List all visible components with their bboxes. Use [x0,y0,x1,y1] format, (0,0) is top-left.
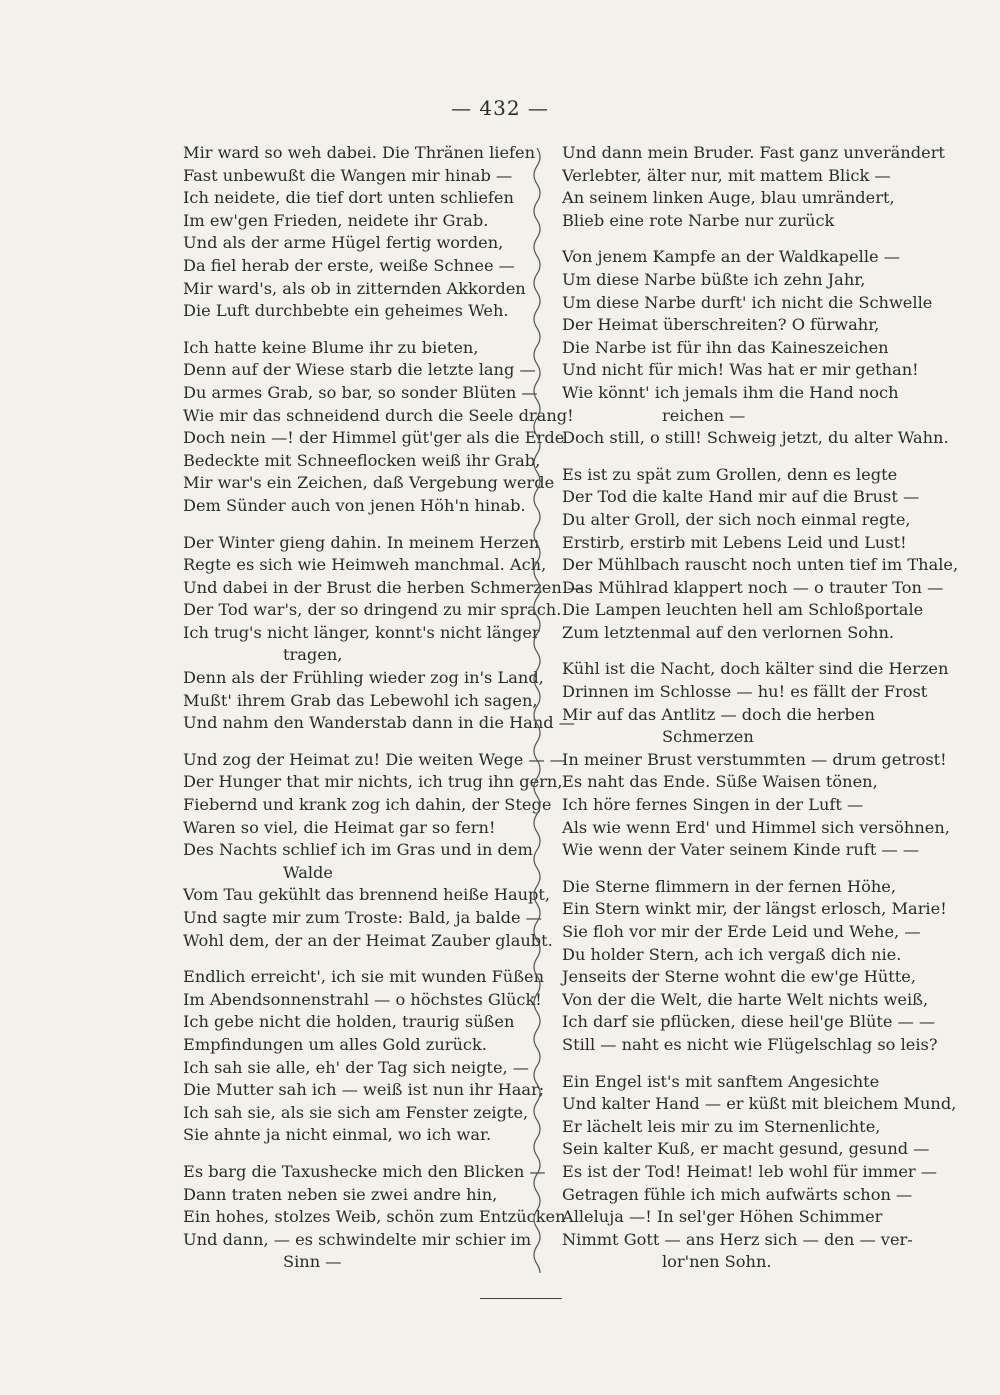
verse-line: lor'nen Sohn. [662,1252,772,1272]
column-divider [527,148,547,1273]
verse-line: Und nicht für mich! Was hat er mir gethan! [562,360,919,380]
page-number: — 432 — [451,96,549,120]
verse-line: Doch nein —! der Himmel güt'ger als die Erde [183,428,565,448]
verse-line: Er lächelt leis mir zu im Sternenlichte, [562,1116,881,1136]
verse-line: Walde [283,862,333,882]
verse-line: Des Nachts schlief ich im Gras und in dem [183,840,533,860]
stanza [183,142,536,323]
verse-line: Der Tod war's, der so dringend zu mir sprach. [183,600,562,620]
verse-line: Ich gebe nicht die holden, traurig süßen [183,1012,515,1032]
verse-line: Zum letztenmal auf den verlornen Sohn. [562,622,895,642]
verse-line: Die Narbe ist für ihn das Kaineszeichen [562,337,889,357]
verse-line: Und dabei in der Brust die herben Schmerzen — [183,577,584,597]
verse-line: Und dann mein Bruder. Fast ganz unverändert [562,143,945,162]
verse-line: Vom Tau gekühlt das brennend heiße Haupt, [183,885,551,905]
verse-line: Die Lampen leuchten hell am Schloßportale [562,600,924,620]
verse-line: Alleluja —! In sel'ger Höhen Schimmer [562,1207,883,1227]
verse-line: Mir ward so weh dabei. Die Thränen liefen [183,143,536,162]
verse-line: Ich trug's nicht länger, konnt's nicht länger [183,622,540,642]
stanza [183,749,566,952]
verse-line: Ich darf sie pflücken, diese heil'ge Blüte — — [562,1012,936,1032]
verse-line: Ich neidete, die tief dort unten schliefen [183,188,514,208]
verse-line: Im Abendsonnenstrahl — o höchstes Glück! [183,989,542,1009]
verse-line: Sie ahnte ja nicht einmal, wo ich war. [183,1125,492,1145]
verse-line: Wie mir das schneidend durch die Seele drang! [183,405,574,425]
stanza [562,142,945,232]
verse-line: tragen, [283,645,343,665]
verse-line: Wohl dem, der an der Heimat Zauber glaubt. [183,930,553,950]
left-column [183,142,584,1288]
verse-line: Bedeckte mit Schneeflocken weiß ihr Grab, [183,450,541,470]
verse-line: Du armes Grab, so bar, so sonder Blüten — [183,382,538,402]
verse-line: Waren so viel, die Heimat gar so fern! [183,817,496,837]
verse-line: Die Luft durchbebte ein geheimes Weh. [183,301,509,321]
verse-line: Da fiel herab der erste, weiße Schnee — [183,255,515,275]
verse-line: Die Mutter sah ich — weiß ist nun ihr Haar; [183,1080,545,1100]
verse-line: Als wie wenn Erd' und Himmel sich versöhnen, [562,817,950,837]
verse-line: Mir auf das Antlitz — doch die herben [562,704,875,724]
verse-line: Denn auf der Wiese starb die letzte lang — [183,360,536,380]
verse-line: Denn als der Frühling wieder zog in's Land, [183,668,544,688]
right-column [562,142,959,1288]
verse-line: Nimmt Gott — ans Herz sich — den — ver- [562,1229,913,1249]
verse-line: Sie floh vor mir der Erde Leid und Wehe, — [562,922,921,941]
verse-line: In meiner Brust verstummten — drum getrost! [562,749,947,769]
verse-line: Der Tod die kalte Hand mir auf die Brust — [562,487,920,507]
verse-line: Es naht das Ende. Süße Waisen tönen, [562,772,878,792]
verse-line: Ich höre fernes Singen in der Luft — [562,795,864,815]
verse-line: Es barg die Taxushecke mich den Blicken — [183,1161,546,1181]
verse-line: Fast unbewußt die Wangen mir hinab — [183,165,513,185]
verse-line: Der Winter gieng dahin. In meinem Herzen [183,532,540,552]
verse-line: Endlich erreicht', ich sie mit wunden Füßen [183,967,545,987]
stanza [562,464,959,645]
verse-line: Und sagte mir zum Troste: Bald, ja balde — [183,908,542,927]
verse-line: Du alter Groll, der sich noch einmal regte, [562,509,911,529]
verse-line: Im ew'gen Frieden, neidete ihr Grab. [183,210,489,230]
verse-line: Um diese Narbe durft' ich nicht die Schwelle [562,292,933,312]
verse-line: Fiebernd und krank zog ich dahin, der Stege [183,795,552,815]
verse-line: Ein hohes, stolzes Weib, schön zum Entzücken [183,1207,566,1227]
verse-line: Jenseits der Sterne wohnt die ew'ge Hütte, [562,967,917,987]
verse-line: Und als der arme Hügel fertig worden, [183,233,504,253]
verse-line: Drinnen im Schlosse — hu! es fällt der Frost [562,682,928,702]
verse-line: Mir war's ein Zeichen, daß Vergebung werde [183,473,555,493]
verse-line: Doch still, o still! Schweig jetzt, du alter Wahn. [562,428,949,448]
verse-line: Ein Engel ist's mit sanftem Angesichte [562,1071,880,1091]
verse-line: Der Hunger that mir nichts, ich trug ihn gern, [183,772,563,792]
verse-line: Von der die Welt, die harte Welt nichts weiß, [562,989,929,1009]
stanza [562,658,950,861]
verse-line: Wie wenn der Vater seinem Kinde ruft — — [562,840,920,860]
stanza [183,1161,566,1274]
stanza [562,1071,957,1274]
verse-line: Und nahm den Wanderstab dann in die Hand — [183,713,575,733]
verse-line: Schmerzen [662,727,754,747]
stanza [183,337,574,518]
verse-line: Ich hatte keine Blume ihr zu bieten, [183,337,479,357]
verse-line: Von jenem Kampfe an der Waldkapelle — [562,247,900,267]
verse-line: Der Heimat überschreiten? O fürwahr, [562,315,880,335]
verse-line: Sein kalter Kuß, er macht gesund, gesund — [562,1139,930,1159]
stanza [562,876,947,1057]
verse-line: Es ist der Tod! Heimat! leb wohl für immer — [562,1161,937,1181]
verse-line: Das Mühlrad klappert noch — o trauter Ton — [562,577,944,597]
verse-line: Kühl ist die Nacht, doch kälter sind die Herzen [562,659,949,679]
verse-line: Der Mühlbach rauscht noch unten tief im Thale, [562,555,959,575]
verse-line: Dann traten neben sie zwei andre hin, [183,1184,498,1204]
verse-line: Und dann, — es schwindelte mir schier im [183,1229,532,1249]
verse-line: An seinem linken Auge, blau umrändert, [562,188,895,208]
verse-line: Ein Stern winkt mir, der längst erlosch, Marie! [562,899,947,919]
stanza [183,532,584,735]
verse-line: Die Sterne flimmern in der fernen Höhe, [562,876,896,896]
verse-line: Regte es sich wie Heimweh manchmal. Ach, [183,555,547,575]
verse-line: Dem Sünder auch von jenen Höh'n hinab. [183,495,526,515]
stanza [183,966,545,1147]
verse-line: Und kalter Hand — er küßt mit bleichem Mund, [562,1094,957,1114]
verse-line: Und zog der Heimat zu! Die weiten Wege — — [183,749,566,769]
verse-line: reichen — [662,405,746,425]
verse-line: Still — naht es nicht wie Flügelschlag so leis? [562,1034,938,1054]
stanza [562,246,949,449]
verse-line: Du holder Stern, ach ich vergaß dich nie. [562,944,902,964]
verse-line: Blieb eine rote Narbe nur zurück [562,210,835,230]
verse-line: Erstirb, erstirb mit Lebens Leid und Lust! [562,532,907,552]
verse-line: Um diese Narbe büßte ich zehn Jahr, [562,269,866,289]
verse-line: Getragen fühle ich mich aufwärts schon — [562,1184,913,1204]
verse-line: Ich sah sie, als sie sich am Fenster zeigte, [183,1102,529,1122]
verse-line: Es ist zu spät zum Grollen, denn es legte [562,464,898,484]
verse-line: Empfindungen um alles Gold zurück. [183,1034,487,1054]
verse-line: Ich sah sie alle, eh' der Tag sich neigte, — [183,1057,529,1077]
verse-line: Mußt' ihrem Grab das Lebewohl ich sagen, [183,690,538,710]
verse-line: Verlebter, älter nur, mit mattem Blick — [562,165,891,185]
verse-line: Wie könnt' ich jemals ihm die Hand noch [562,382,899,402]
verse-line: Sinn — [283,1252,342,1272]
verse-line: Mir ward's, als ob in zitternden Akkorden [183,278,526,298]
closing-rule [480,1298,562,1299]
